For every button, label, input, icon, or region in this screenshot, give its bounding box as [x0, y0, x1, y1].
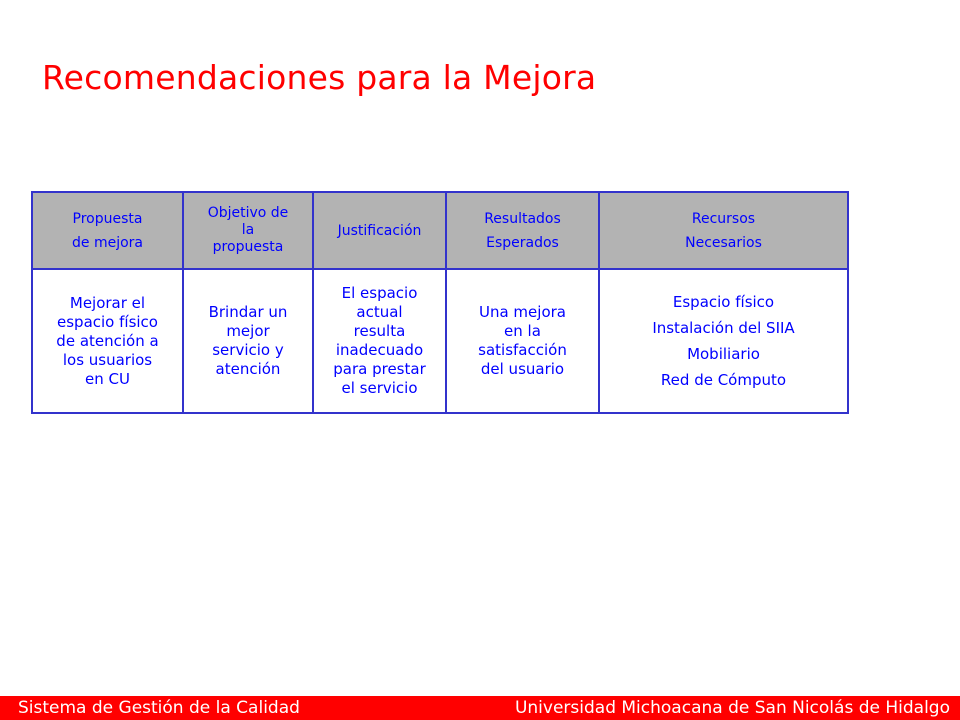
header-line: propuesta: [212, 239, 284, 255]
table-cell-resultados: [447, 270, 600, 412]
header-line: la: [241, 222, 255, 238]
cell-line: en CU: [85, 369, 130, 388]
cell-line: satisfacción: [478, 341, 567, 359]
table-cell-propuesta: [33, 270, 184, 412]
cell-line: inadecuado: [335, 341, 424, 359]
cell-line: servicio y: [212, 341, 284, 359]
header-line: de mejora: [72, 234, 143, 251]
cell-line: el servicio: [341, 379, 418, 397]
cell-line: Espacio físico: [672, 293, 775, 311]
cell-line: espacio físico: [57, 312, 158, 331]
header-line: Resultados: [484, 210, 561, 227]
footer-bar: [0, 696, 960, 720]
cell-line: mejor: [226, 322, 270, 340]
table-header-cell-resultados: [447, 193, 600, 270]
table-cell-objetivo: [184, 270, 314, 412]
cell-line: en la: [504, 322, 541, 340]
table-header-cell-propuesta: [33, 193, 184, 270]
cell-line: atención: [215, 360, 281, 378]
cell-line: de atención a: [56, 331, 159, 350]
cell-line: resulta: [353, 322, 406, 340]
header-line: Necesarios: [685, 234, 762, 251]
table-cell-recursos: [600, 270, 847, 412]
cell-line: Instalación del SIIA: [652, 319, 795, 337]
header-line: Esperados: [486, 234, 559, 251]
header-line: Propuesta: [72, 210, 143, 227]
cell-line: Mejorar el: [69, 293, 146, 312]
table-cell-justificacion: [314, 270, 447, 412]
cell-line: El espacio: [341, 284, 418, 302]
cell-line: del usuario: [480, 360, 565, 378]
cell-line: para prestar: [333, 360, 426, 378]
cell-line: actual: [356, 303, 403, 321]
header-line: Justificación: [337, 222, 422, 239]
cell-line: Una mejora: [478, 303, 566, 321]
footer-university-name: Universidad Michoacana de San Nicolás de Hidalgo: [514, 698, 950, 718]
header-line: Recursos: [691, 210, 756, 227]
cell-line: Red de Cómputo: [660, 371, 787, 389]
footer-system-name: Sistema de Gestión de la Calidad: [18, 698, 300, 718]
cell-line: Mobiliario: [687, 345, 760, 363]
table-header-cell-justificacion: [314, 193, 447, 270]
header-line: Objetivo de: [207, 205, 289, 221]
table-header-cell-recursos: [600, 193, 847, 270]
cell-line: los usuarios: [62, 350, 153, 369]
cell-line: Brindar un: [208, 303, 288, 321]
recommendations-table: [31, 191, 849, 414]
table-header-cell-objetivo: [184, 193, 314, 270]
slide-title: Recomendaciones para la Mejora: [42, 58, 597, 97]
